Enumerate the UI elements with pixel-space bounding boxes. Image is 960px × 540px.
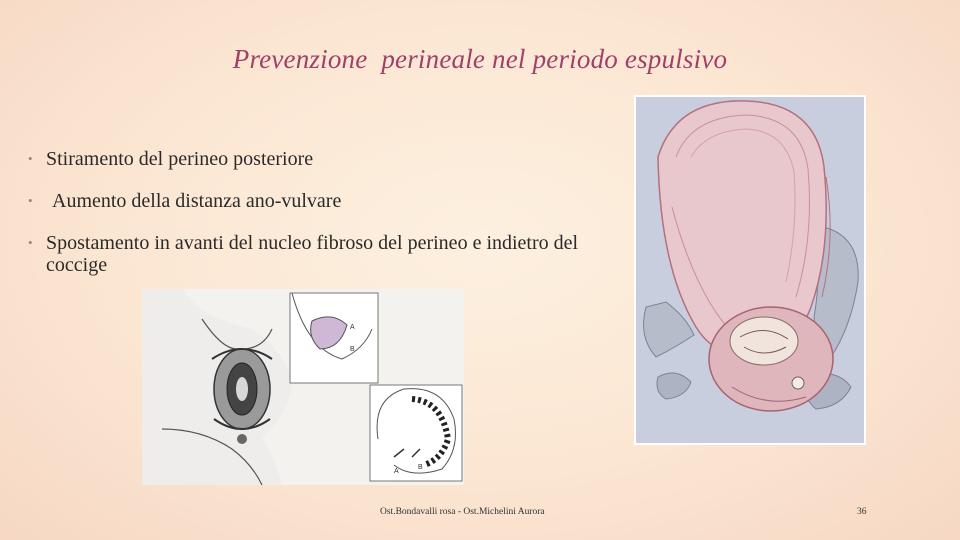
bullet-marker: • bbox=[28, 193, 33, 208]
label-b-bottom: B bbox=[418, 464, 423, 471]
bullet-marker: • bbox=[28, 151, 33, 166]
bullet-marker: • bbox=[28, 235, 33, 250]
slide-title: Prevenzione perineale nel periodo espulsivo bbox=[232, 44, 728, 74]
bullet-item bbox=[28, 190, 588, 212]
bullet-item bbox=[28, 232, 586, 276]
bullet-text: Aumento della distanza ano-vulvare bbox=[52, 190, 342, 212]
bullet-list bbox=[28, 148, 588, 296]
footer-credits: Ost.Bondavalli rosa - Ost.Michelini Aurora bbox=[380, 507, 545, 517]
page-number: 36 bbox=[857, 507, 867, 517]
bullet-text: Spostamento in avanti del nucleo fibroso del perineo e indietro del coccige bbox=[46, 232, 579, 276]
bullet-text: Stiramento del perineo posteriore bbox=[46, 148, 314, 170]
bullet-item bbox=[28, 148, 588, 170]
label-b-top: B bbox=[350, 346, 355, 353]
label-a-top: A bbox=[350, 324, 355, 331]
perineum-drawing bbox=[142, 289, 464, 485]
perineum-anatomy-drawings bbox=[142, 289, 464, 485]
uterus-drawing bbox=[636, 97, 864, 443]
label-a-bottom: A bbox=[394, 468, 399, 475]
uterus-pelvis-illustration bbox=[634, 95, 866, 445]
